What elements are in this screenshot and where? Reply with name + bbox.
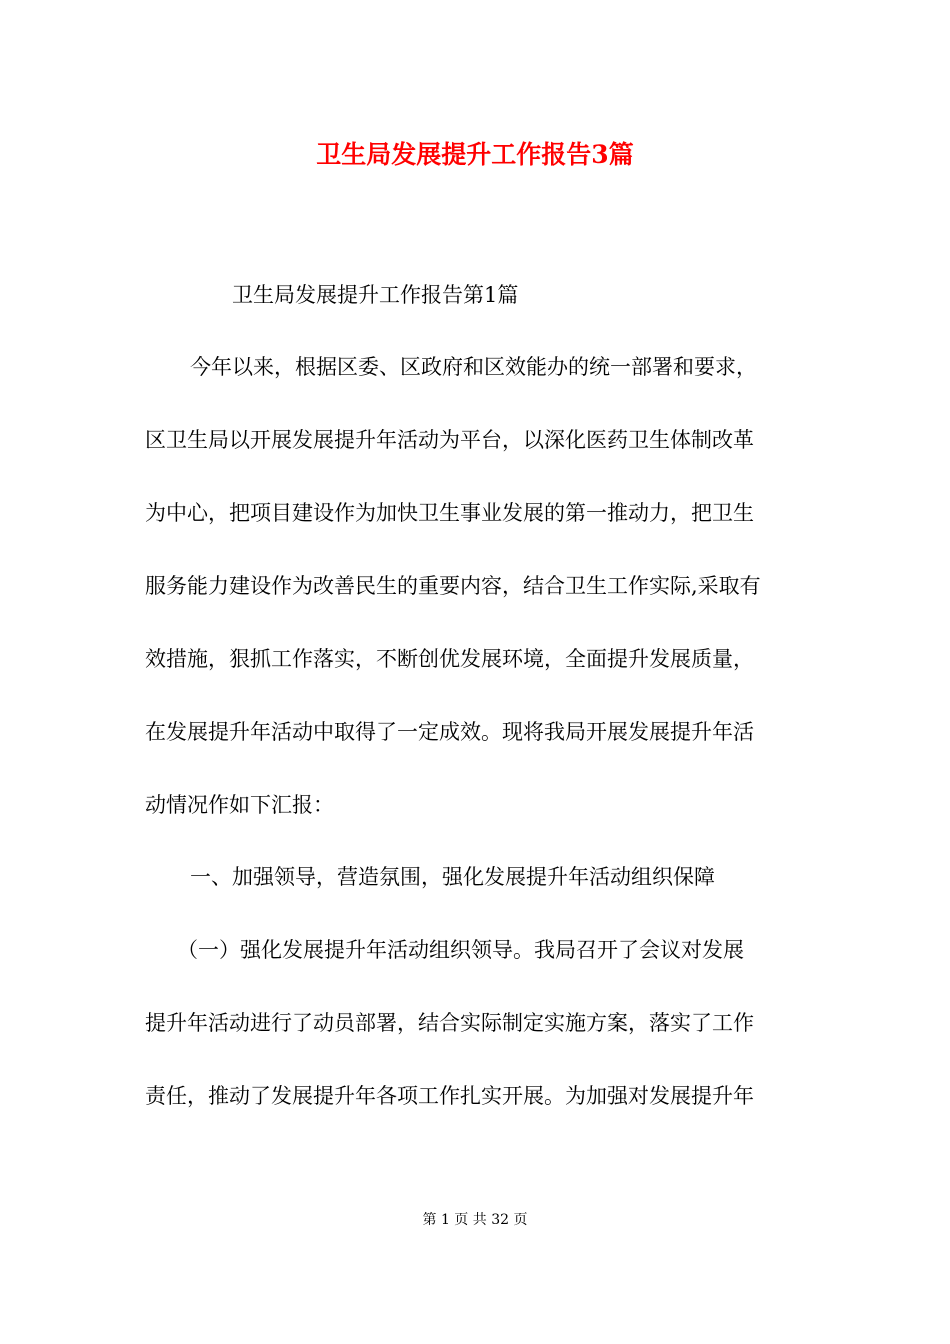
page-footer: 第 1 页 共 32 页	[422, 1212, 528, 1228]
paragraph-line: 在发展提升年活动中取得了一定成效。现将我局开展发展提升年活	[145, 720, 754, 744]
section-heading: 一、加强领导，营造氛围，强化发展提升年活动组织保障	[190, 865, 715, 889]
paragraph-line: 服务能力建设作为改善民生的重要内容，结合卫生工作实际,采取有	[145, 574, 761, 598]
paragraph-line: 效措施，狠抓工作落实，不断创优发展环境，全面提升发展质量，	[145, 647, 754, 671]
paragraph-line: 提升年活动进行了动员部署，结合实际制定实施方案，落实了工作	[145, 1011, 754, 1035]
paragraph-line: 动情况作如下汇报：	[145, 793, 334, 817]
paragraph-line: 今年以来，根据区委、区政府和区效能办的统一部署和要求，	[190, 355, 757, 379]
paragraph-line: 责任，推动了发展提升年各项工作扎实开展。为加强对发展提升年	[145, 1084, 754, 1108]
document-title: 卫生局发展提升工作报告3篇	[316, 140, 634, 169]
paragraph-line: 为中心，把项目建设作为加快卫生事业发展的第一推动力，把卫生	[145, 501, 754, 525]
paragraph-line: 区卫生局以开展发展提升年活动为平台，以深化医药卫生体制改革	[145, 428, 754, 452]
paragraph-line: （一）强化发展提升年活动组织领导。我局召开了会议对发展	[177, 938, 744, 962]
section-subtitle: 卫生局发展提升工作报告第1篇	[232, 283, 519, 307]
